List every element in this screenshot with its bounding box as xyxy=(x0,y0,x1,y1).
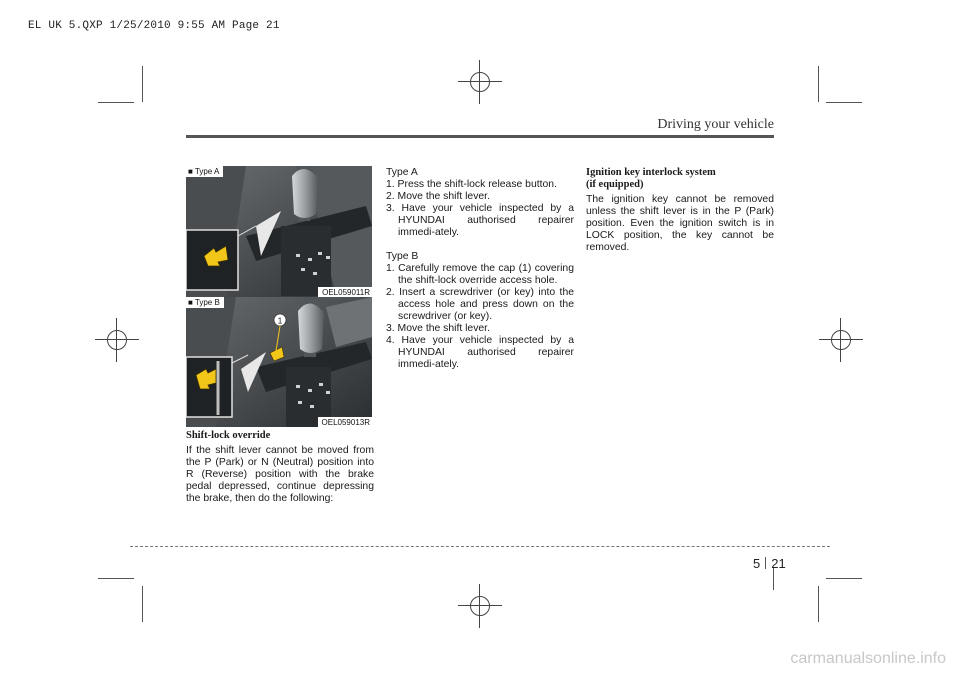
type-b-step: 1. Carefully remove the cap (1) covering the shift-lock override access hole. xyxy=(386,263,574,286)
type-a-steps xyxy=(386,179,574,239)
callout-number: 1 xyxy=(277,315,283,326)
figure-type-b-label: ■ Type B xyxy=(186,297,224,308)
watermark: carmanualsonline.info xyxy=(790,650,946,667)
ignition-interlock-subtitle: (if equipped) xyxy=(586,179,644,190)
figure-type-b-code: OEL059013R xyxy=(318,417,372,427)
header-rule xyxy=(186,135,774,138)
type-b-step: 3. Move the shift lever. xyxy=(386,323,490,334)
right-column xyxy=(586,167,774,254)
type-b-steps xyxy=(386,263,574,371)
registration-mark-right xyxy=(819,318,863,362)
figure-type-b xyxy=(186,297,372,427)
figure-type-a xyxy=(186,166,372,297)
footer-rule xyxy=(130,546,830,547)
shift-lock-override-body: If the shift lever cannot be moved from the P (Park) or N (Neutral) position into R (Reverse) position with the brake pedal depressed, continue depressing the brake, then do the following: xyxy=(186,445,374,504)
registration-mark-top xyxy=(458,60,502,104)
section-title: Driving your vehicle xyxy=(657,117,774,132)
left-column xyxy=(186,430,374,505)
page-number-value: 21 xyxy=(771,556,786,571)
ignition-interlock-body: The ignition key cannot be removed unless the shift lever is in the P (Park) position. Even the ignition switch is in LOCK position, the key cannot be removed. xyxy=(586,194,774,253)
type-b-step: 2. Insert a screwdriver (or key) into the access hole and press down on the screwdriver (or key). xyxy=(386,287,574,322)
type-a-step: 1. Press the shift-lock release button. xyxy=(386,179,557,190)
figure-type-a-label: ■ Type A xyxy=(186,166,223,177)
type-a-step: 2. Move the shift lever. xyxy=(386,191,490,202)
chapter-number: 5 xyxy=(753,556,761,571)
registration-mark-bottom xyxy=(458,584,502,628)
type-a-heading: Type A xyxy=(386,167,418,178)
registration-mark-left xyxy=(95,318,139,362)
ignition-interlock-title: Ignition key interlock system xyxy=(586,167,716,178)
shift-lever-type-b-illustration xyxy=(186,297,372,427)
type-b-step: 4. Have your vehicle inspected by a HYUNDAI authorised repairer immedi-ately. xyxy=(386,335,574,370)
type-b-heading: Type B xyxy=(386,251,419,262)
figure-type-a-code: OEL059011R xyxy=(318,287,372,297)
middle-column xyxy=(386,167,574,371)
shift-lock-override-title: Shift-lock override xyxy=(186,430,271,441)
page-number xyxy=(753,556,786,571)
print-slug: EL UK 5.QXP 1/25/2010 9:55 AM Page 21 xyxy=(28,20,280,32)
type-a-step: 3. Have your vehicle inspected by a HYUNDAI authorised repairer immedi-ately. xyxy=(386,203,574,238)
shift-lever-type-a-illustration xyxy=(186,166,372,297)
